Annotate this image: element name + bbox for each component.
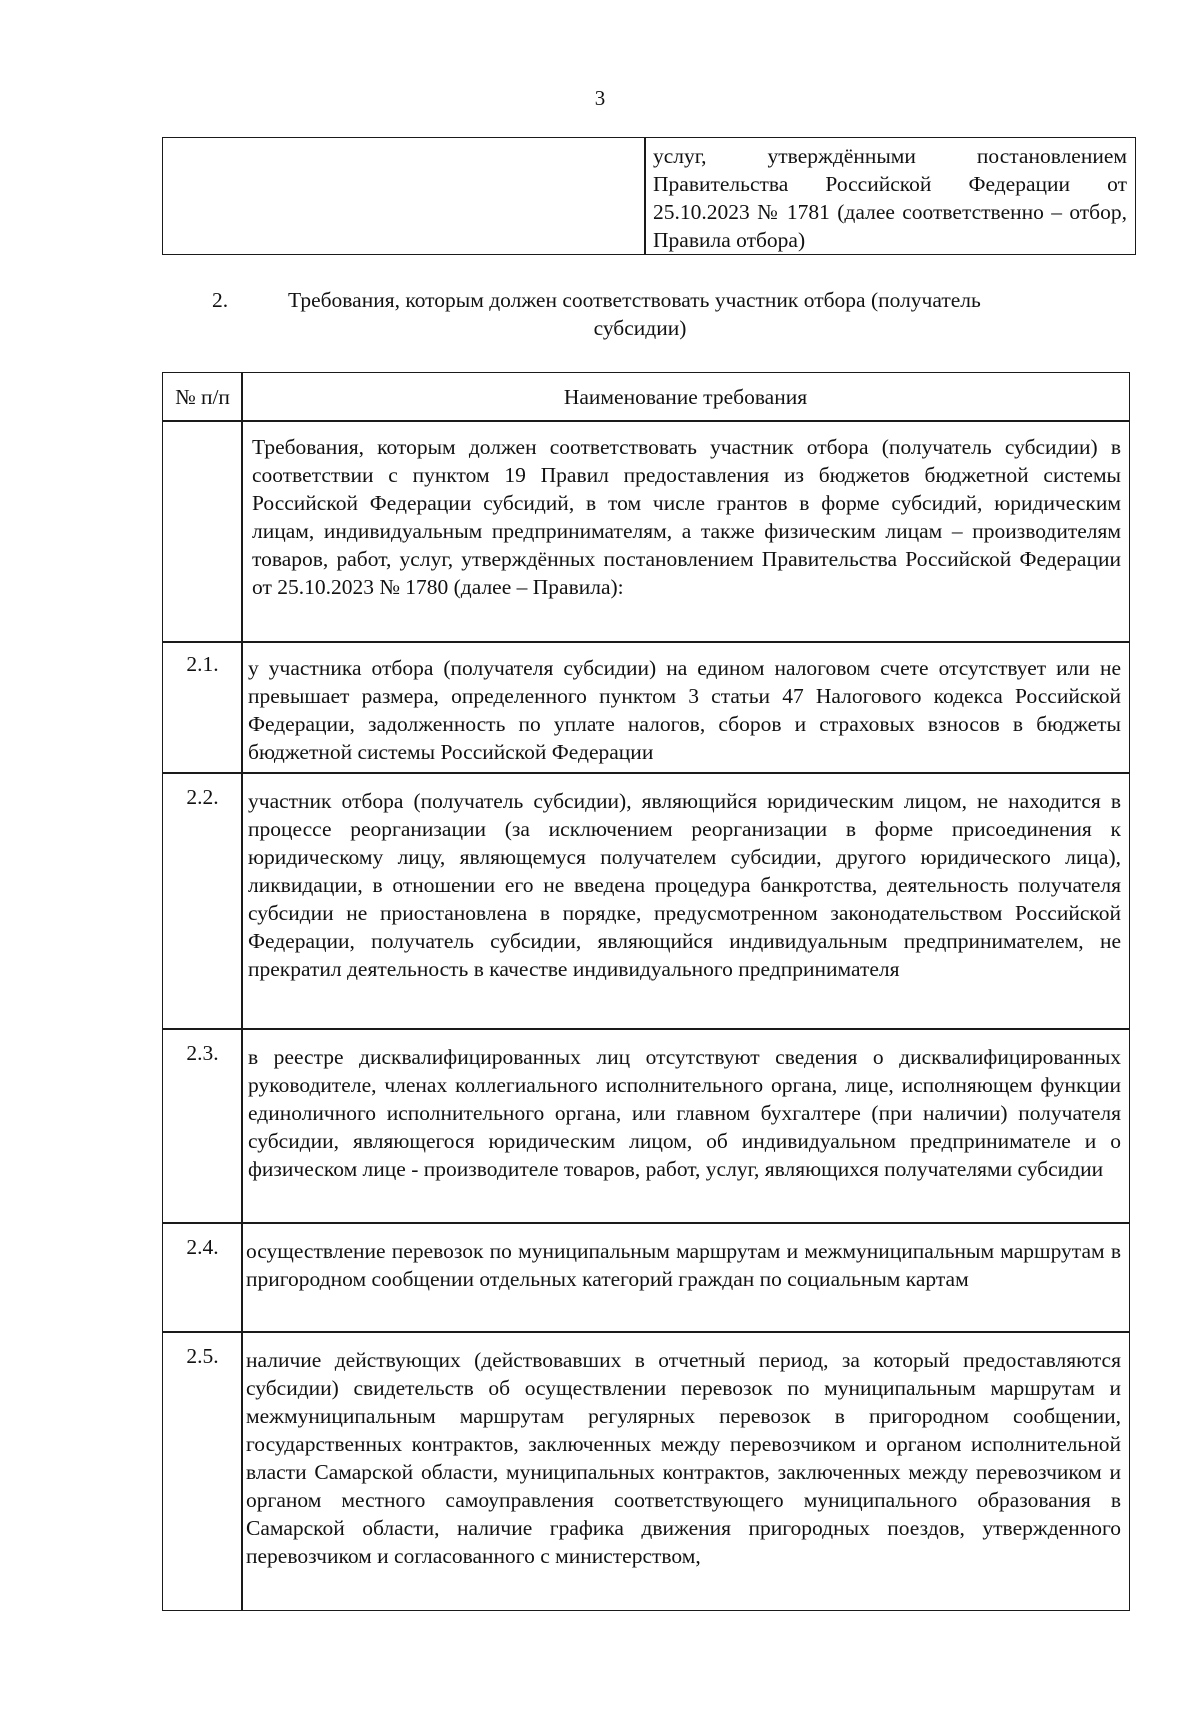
section-title-line2: субсидии) <box>593 316 687 340</box>
page-number: 3 <box>594 86 606 110</box>
row-2-2-num: 2.2. <box>186 785 219 809</box>
top-table-text: услуг, утверждёнными постановлением Правительства Российской Федерации от 25.10.2023 № 1781 (далее соответственно – отбор, Правила отбора) <box>653 144 1127 252</box>
row-2-2-text: участник отбора (получатель субсидии), являющийся юридическим лицом, не находится в процессе реорганизации (за исключением реорганизации в форме присоединения к юридическому лицу, являющемуся получателем субсидии, другого юридического лица), ликвидации, в отношении его не введена процедура банкротства, деятельность получателя субсидии не приостановлена в порядке, предусмотренном законодательством Российской Федерации, получатель субсидии, являющийся индивидуальным предпринимателем, не прекратил деятельность в качестве индивидуального предпринимателя <box>248 789 1121 981</box>
row-2-3-num-cell <box>162 1028 243 1224</box>
row-intro-text: Требования, которым должен соответствовать участник отбора (получатель субсидии) в соответствии с пунктом 19 Правил предоставления из бюджетов бюджетной системы Российской Федерации субсидий, в том числе грантов в форме субсидий, юридическим лицам, индивидуальным предпринимателям, а также физическим лицам – производителям товаров, работ, услуг, утверждённых постановлением Правительства Российской Федерации от 25.10.2023 № 1780 (далее – Правила): <box>252 435 1121 599</box>
row-2-2-text-cell <box>241 772 1130 1030</box>
section-title-line1: Требования, которым должен соответствовать участник отбора (получатель <box>288 288 981 312</box>
row-2-1-num: 2.1. <box>186 652 219 676</box>
header-name: Наименование требования <box>563 385 808 409</box>
row-2-1-num-cell <box>162 641 243 774</box>
row-intro-num-cell <box>162 420 243 643</box>
row-2-4-text-cell <box>241 1222 1130 1333</box>
row-2-3-text: в реестре дисквалифицированных лиц отсутствуют сведения о дисквалифицированных руководителе, членах коллегиального исполнительного органа, лице, исполняющем функции единоличного исполнительного органа, или главном бухгалтере (при наличии) получателя субсидии, являющегося юридическим лицом, об индивидуальном предпринимателе и о физическом лице - производителе товаров, работ, услуг, являющихся получателями субсидии <box>248 1045 1121 1181</box>
header-num: № п/п <box>175 385 230 409</box>
row-2-5-text-cell <box>241 1331 1130 1611</box>
top-table-left-cell <box>162 137 646 255</box>
row-2-5-num: 2.5. <box>186 1344 219 1368</box>
row-2-1-text: у участника отбора (получателя субсидии) на едином налоговом счете отсутствует или не превышает размера, определенного пунктом 3 статьи 47 Налогового кодекса Российской Федерации, задолженность по уплате налогов, сборов и страховых взносов в бюджеты бюджетной системы Российской Федерации <box>248 656 1121 764</box>
row-2-4-num-cell <box>162 1222 243 1333</box>
row-2-4-text: осуществление перевозок по муниципальным маршрутам и межмуниципальным маршрутам в пригородном сообщении отдельных категорий граждан по социальным картам <box>246 1239 1121 1291</box>
row-2-2-num-cell <box>162 772 243 1030</box>
row-2-4-num: 2.4. <box>186 1235 219 1259</box>
row-2-5-num-cell <box>162 1331 243 1611</box>
top-table-right-cell <box>644 137 1136 255</box>
section-number: 2. <box>212 288 229 312</box>
header-name-cell <box>241 372 1130 422</box>
row-2-1-text-cell <box>241 641 1130 774</box>
header-num-cell <box>162 372 243 422</box>
row-2-3-text-cell <box>241 1028 1130 1224</box>
row-intro-text-cell <box>241 420 1130 643</box>
row-2-5-text: наличие действующих (действовавших в отчетный период, за который предоставляются субсидии) свидетельств об осуществлении перевозок по муниципальным маршрутам и межмуниципальным маршрутам регулярных перевозок в пригородном сообщении, государственных контрактов, заключенных между перевозчиком и органом исполнительной власти Самарской области, муниципальных контрактов, заключенных между перевозчиком и органом местного самоуправления соответствующего муниципального образования в Самарской области, наличие графика движения пригородных поездов, утвержденного перевозчиком и согласованного с министерством, <box>246 1348 1121 1568</box>
row-2-3-num: 2.3. <box>186 1041 219 1065</box>
